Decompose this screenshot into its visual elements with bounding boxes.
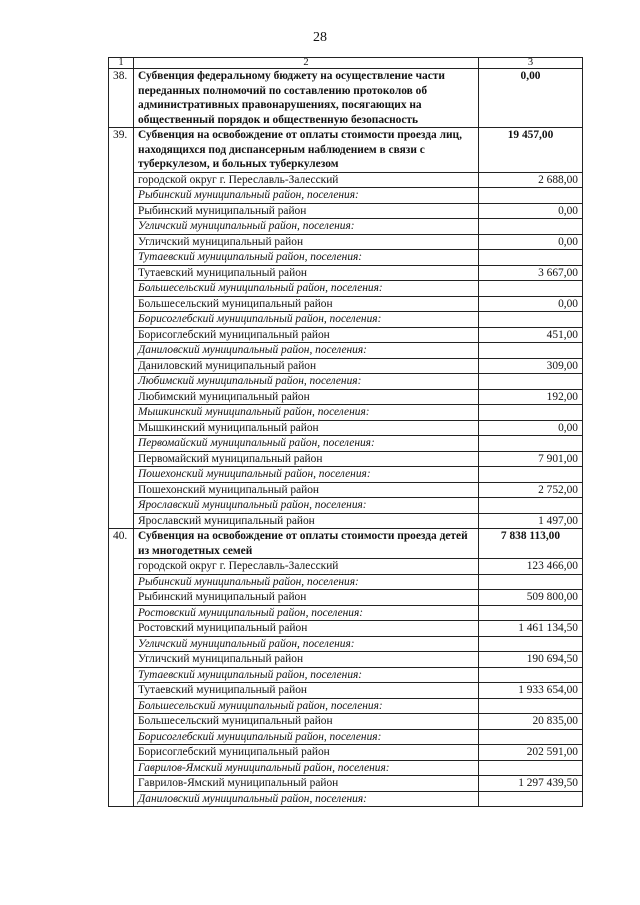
amount-cell: 0,00	[479, 203, 583, 219]
section-title-row	[109, 69, 583, 128]
amount-cell: 1 461 134,50	[479, 621, 583, 637]
table-row	[109, 590, 583, 606]
section-total: 0,00	[479, 69, 583, 128]
header-row	[109, 58, 583, 69]
district-subheader: Большесельский муниципальный район, поселения:	[134, 698, 479, 714]
table-row	[109, 389, 583, 405]
amount-cell: 2 752,00	[479, 482, 583, 498]
amount-cell	[479, 574, 583, 590]
amount-cell	[479, 405, 583, 421]
subheader-row	[109, 188, 583, 204]
amount-cell	[479, 188, 583, 204]
amount-cell	[479, 636, 583, 652]
amount-cell	[479, 698, 583, 714]
amount-cell: 451,00	[479, 327, 583, 343]
header-col-2: 2	[134, 58, 479, 69]
district-name: Борисоглебский муниципальный район	[134, 745, 479, 761]
district-subheader: Ярославский муниципальный район, поселения:	[134, 498, 479, 514]
table-row	[109, 265, 583, 281]
district-name: Ростовский муниципальный район	[134, 621, 479, 637]
district-name: Даниловский муниципальный район	[134, 358, 479, 374]
district-subheader: Любимский муниципальный район, поселения:	[134, 374, 479, 390]
table-row	[109, 714, 583, 730]
subheader-row	[109, 698, 583, 714]
section-title: Субвенция федеральному бюджету на осуществление части переданных полномочий по составлению протоколов об административных правонарушениях, посягающих на общественный порядок и общественную безопасность	[134, 69, 479, 128]
subheader-row	[109, 636, 583, 652]
amount-cell: 1 297 439,50	[479, 776, 583, 792]
table-row	[109, 513, 583, 529]
subheader-row	[109, 374, 583, 390]
table-row	[109, 420, 583, 436]
amount-cell	[479, 219, 583, 235]
amount-cell	[479, 250, 583, 266]
district-subheader: Угличский муниципальный район, поселения:	[134, 636, 479, 652]
subheader-row	[109, 467, 583, 483]
district-name: Угличский муниципальный район	[134, 652, 479, 668]
district-subheader: Даниловский муниципальный район, поселения:	[134, 343, 479, 359]
section-total: 7 838 113,00	[479, 529, 583, 559]
amount-cell: 20 835,00	[479, 714, 583, 730]
subheader-row	[109, 574, 583, 590]
district-name: Рыбинский муниципальный район	[134, 590, 479, 606]
amount-cell: 0,00	[479, 296, 583, 312]
district-name: Борисоглебский муниципальный район	[134, 327, 479, 343]
district-subheader: Тутаевский муниципальный район, поселения:	[134, 667, 479, 683]
subvention-table	[108, 57, 583, 807]
table-row	[109, 621, 583, 637]
section-number: 39.	[109, 128, 134, 529]
amount-cell	[479, 343, 583, 359]
table-row	[109, 652, 583, 668]
table-row	[109, 683, 583, 699]
amount-cell	[479, 436, 583, 452]
amount-cell: 309,00	[479, 358, 583, 374]
district-name: Любимский муниципальный район	[134, 389, 479, 405]
subheader-row	[109, 405, 583, 421]
subheader-row	[109, 436, 583, 452]
table-row	[109, 234, 583, 250]
header-col-3: 3	[479, 58, 583, 69]
district-name: городской округ г. Переславль-Залесский	[134, 559, 479, 575]
district-subheader: Мышкинский муниципальный район, поселения:	[134, 405, 479, 421]
amount-cell	[479, 605, 583, 621]
table-row	[109, 203, 583, 219]
district-name: Мышкинский муниципальный район	[134, 420, 479, 436]
district-name: Тутаевский муниципальный район	[134, 265, 479, 281]
amount-cell	[479, 312, 583, 328]
amount-cell	[479, 729, 583, 745]
subheader-row	[109, 667, 583, 683]
district-subheader: Гаврилов-Ямский муниципальный район, поселения:	[134, 760, 479, 776]
header-col-1: 1	[109, 58, 134, 69]
amount-cell: 2 688,00	[479, 172, 583, 188]
amount-cell: 1 933 654,00	[479, 683, 583, 699]
district-subheader: Даниловский муниципальный район, поселения:	[134, 791, 479, 807]
subheader-row	[109, 343, 583, 359]
district-subheader: Борисоглебский муниципальный район, поселения:	[134, 729, 479, 745]
subheader-row	[109, 312, 583, 328]
section-number: 38.	[109, 69, 134, 128]
table-row	[109, 482, 583, 498]
section-title-row	[109, 529, 583, 559]
table-row	[109, 358, 583, 374]
district-subheader: Угличский муниципальный район, поселения:	[134, 219, 479, 235]
amount-cell: 1 497,00	[479, 513, 583, 529]
amount-cell	[479, 467, 583, 483]
district-subheader: Борисоглебский муниципальный район, поселения:	[134, 312, 479, 328]
table-row	[109, 296, 583, 312]
subheader-row	[109, 791, 583, 807]
section-number: 40.	[109, 529, 134, 807]
subheader-row	[109, 219, 583, 235]
subheader-row	[109, 605, 583, 621]
table-body	[109, 58, 583, 807]
amount-cell: 7 901,00	[479, 451, 583, 467]
section-title: Субвенция на освобождение от оплаты стоимости проезда лиц, находящихся под диспансерным наблюдением в связи с туберкулезом, и больных туберкулезом	[134, 128, 479, 173]
amount-cell	[479, 281, 583, 297]
amount-cell: 0,00	[479, 234, 583, 250]
subheader-row	[109, 760, 583, 776]
amount-cell	[479, 374, 583, 390]
amount-cell	[479, 498, 583, 514]
table-row	[109, 776, 583, 792]
subheader-row	[109, 729, 583, 745]
section-title: Субвенция на освобождение от оплаты стоимости проезда детей из многодетных семей	[134, 529, 479, 559]
district-subheader: Пошехонский муниципальный район, поселения:	[134, 467, 479, 483]
district-subheader: Тутаевский муниципальный район, поселения:	[134, 250, 479, 266]
amount-cell	[479, 791, 583, 807]
amount-cell: 3 667,00	[479, 265, 583, 281]
district-subheader: Рыбинский муниципальный район, поселения:	[134, 188, 479, 204]
amount-cell: 202 591,00	[479, 745, 583, 761]
table-row	[109, 327, 583, 343]
district-name: Тутаевский муниципальный район	[134, 683, 479, 699]
district-subheader: Рыбинский муниципальный район, поселения:	[134, 574, 479, 590]
district-subheader: Большесельский муниципальный район, поселения:	[134, 281, 479, 297]
amount-cell	[479, 667, 583, 683]
section-total: 19 457,00	[479, 128, 583, 173]
amount-cell: 509 800,00	[479, 590, 583, 606]
district-name: Пошехонский муниципальный район	[134, 482, 479, 498]
table-row	[109, 451, 583, 467]
table-row	[109, 745, 583, 761]
district-name: Большесельский муниципальный район	[134, 714, 479, 730]
district-name: Рыбинский муниципальный район	[134, 203, 479, 219]
amount-cell: 0,00	[479, 420, 583, 436]
district-name: Ярославский муниципальный район	[134, 513, 479, 529]
amount-cell: 192,00	[479, 389, 583, 405]
section-title-row	[109, 128, 583, 173]
district-subheader: Ростовский муниципальный район, поселения:	[134, 605, 479, 621]
subheader-row	[109, 281, 583, 297]
amount-cell	[479, 760, 583, 776]
subheader-row	[109, 250, 583, 266]
amount-cell: 123 466,00	[479, 559, 583, 575]
district-name: Большесельский муниципальный район	[134, 296, 479, 312]
amount-cell: 190 694,50	[479, 652, 583, 668]
district-name: Первомайский муниципальный район	[134, 451, 479, 467]
table-row	[109, 172, 583, 188]
page-number: 28	[313, 30, 327, 45]
district-name: Гаврилов-Ямский муниципальный район	[134, 776, 479, 792]
table-row	[109, 559, 583, 575]
district-name: городской округ г. Переславль-Залесский	[134, 172, 479, 188]
district-name: Угличский муниципальный район	[134, 234, 479, 250]
district-subheader: Первомайский муниципальный район, поселения:	[134, 436, 479, 452]
subheader-row	[109, 498, 583, 514]
